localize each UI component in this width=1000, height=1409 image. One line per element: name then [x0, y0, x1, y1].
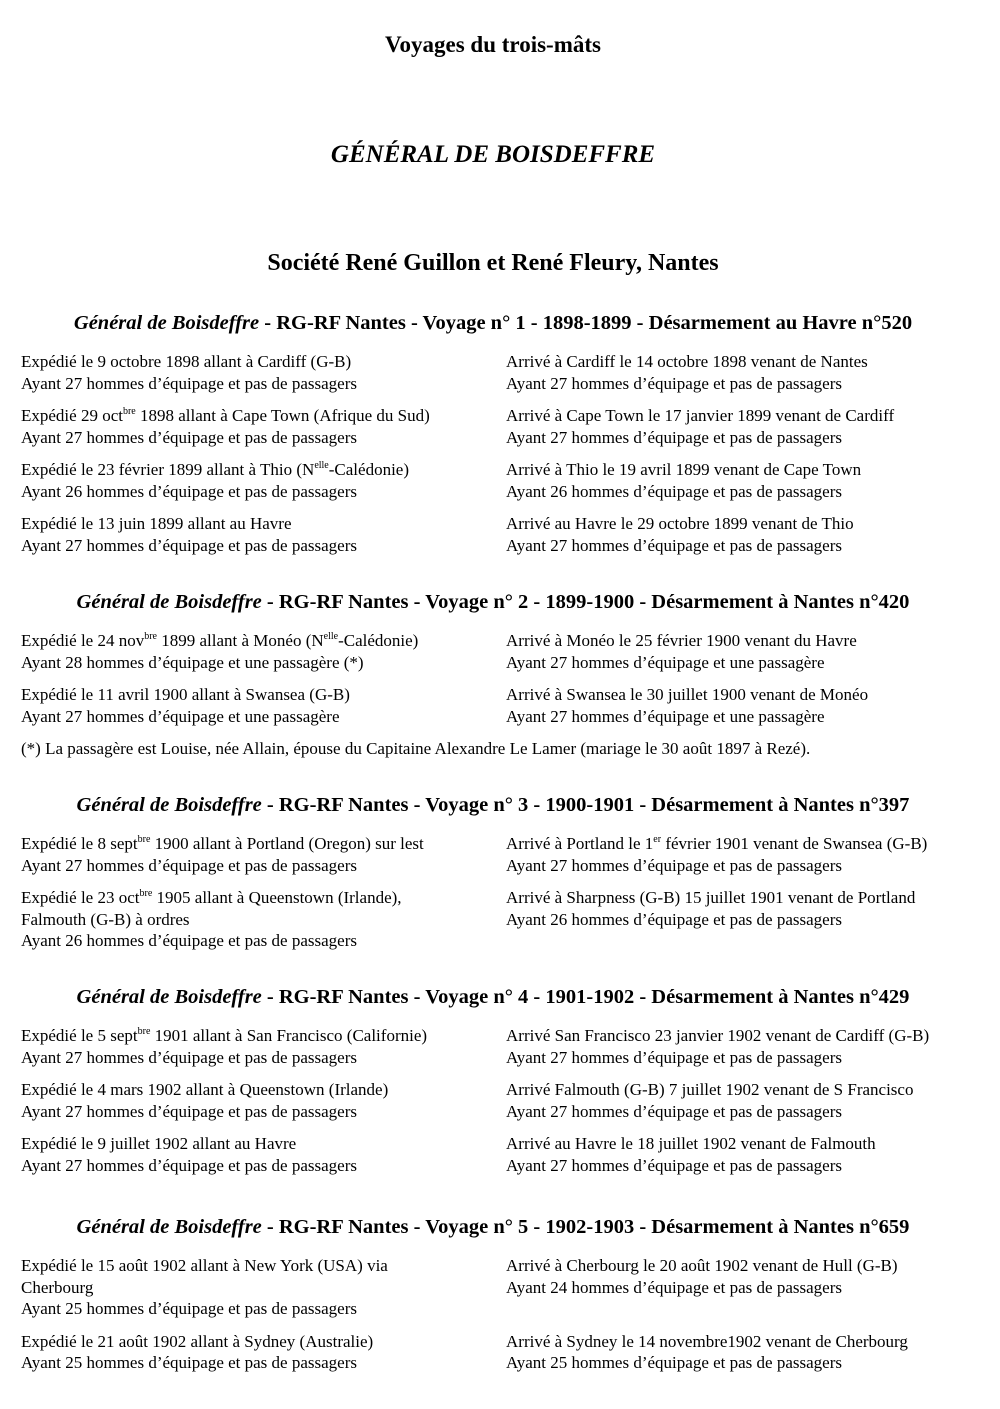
departure-line: Expédié le 21 août 1902 allant à Sydney (Australie): [21, 1331, 374, 1351]
voyage-heading-text: - RG-RF Nantes - Voyage n° 3 - 1900-1901 - Désarmement à Nantes n°397: [261, 794, 910, 816]
crew-line: Ayant 27 hommes d’équipage et pas de passagers: [506, 855, 842, 875]
entry-row: [0, 405, 1000, 448]
arrival-entry: [506, 1331, 964, 1374]
crew-line: Ayant 25 hommes d’équipage et pas de passagers: [21, 1353, 357, 1372]
departure-line: Expédié le 5 sept$^{bre}$ 1901 allant à San Francisco (Californie): [21, 1026, 428, 1045]
departure-line: Expédié le 9 octobre 1898 allant à Cardiff (G-B): [21, 352, 352, 371]
crew-line: Ayant 27 hommes d’équipage et pas de passagers: [21, 373, 357, 393]
crew-line: Ayant 26 hommes d’équipage et pas de passagers: [506, 481, 842, 501]
arrival-line: Arrivé Falmouth (G-B) 7 juillet 1902 venant de S Francisco: [506, 1080, 914, 1099]
departure-entry: [21, 1133, 491, 1176]
crew-line: Ayant 27 hommes d’équipage et pas de passagers: [21, 535, 357, 555]
arrival-line: Arrivé à Sharpness (G-B) 15 juillet 1901 venant de Portland: [506, 888, 916, 907]
voyage-heading-text: - RG-RF Nantes - Voyage n° 5 - 1902-1903 - Désarmement à Nantes n°659: [261, 1216, 910, 1238]
ship-name: GÉNÉRAL DE BOISDEFFRE: [330, 141, 656, 168]
entry-row: [0, 1025, 1000, 1068]
crew-line: Ayant 25 hommes d’équipage et pas de passagers: [21, 1299, 357, 1318]
arrival-entry: [506, 351, 964, 394]
departure-line: Expédié le 24 nov$^{bre}$ 1899 allant à Monéo $(N^{elle}-Calédonie)$: [21, 631, 419, 650]
departure-entry: [21, 684, 491, 727]
arrival-line: Arrivé à Cherbourg le 20 août 1902 venant de Hull (G-B): [506, 1256, 898, 1275]
crew-line: Ayant 27 hommes d’équipage et pas de passagers: [21, 855, 357, 875]
arrival-line: Arrivé à Swansea le 30 juillet 1900 venant de Monéo: [506, 685, 869, 704]
departure-entry: [21, 1079, 491, 1122]
crew-line: Ayant 27 hommes d’équipage et une passagère: [21, 706, 340, 726]
departure-line: Expédié le 23 oct$^{bre}$ 1905 allant à Queenstown (Irlande),: [21, 888, 402, 907]
arrival-line: Arrivé San Francisco 23 janvier 1902 venant de Cardiff (G-B): [506, 1026, 930, 1045]
arrival-entry: [506, 459, 964, 502]
ship-name-italic: Général de Boisdeffre: [76, 794, 262, 816]
crew-line: Ayant 27 hommes d’équipage et pas de passagers: [506, 1047, 842, 1067]
crew-line: Ayant 27 hommes d’équipage et pas de passagers: [506, 535, 842, 555]
departure-line: Expédié le 13 juin 1899 allant au Havre: [21, 514, 292, 533]
crew-line: Ayant 27 hommes d’équipage et pas de passagers: [21, 427, 357, 447]
arrival-line: Arrivé à Thio le 19 avril 1899 venant de Cape Town: [506, 460, 862, 479]
entry-row: [0, 459, 1000, 502]
crew-line: Ayant 26 hommes d’équipage et pas de passagers: [506, 909, 842, 929]
entry-row: [0, 1255, 1000, 1320]
voyage-heading-text: - RG-RF Nantes - Voyage n° 4 - 1901-1902 - Désarmement à Nantes n°429: [261, 986, 910, 1008]
voyage-heading-text: - RG-RF Nantes - Voyage n° 2 - 1899-1900 - Désarmement à Nantes n°420: [261, 591, 910, 613]
arrival-entry: [506, 405, 964, 448]
departure-entry: [21, 351, 491, 394]
company-name: Société René Guillon et René Fleury, Nantes: [267, 250, 719, 276]
entry-row: [0, 351, 1000, 394]
voyage-section-4: [0, 983, 1000, 1176]
crew-line: Ayant 24 hommes d’équipage et pas de passagers: [506, 1277, 842, 1297]
entry-row: [0, 1133, 1000, 1176]
departure-line: Expédié le 15 août 1902 allant à New York (USA) via: [21, 1256, 388, 1275]
arrival-entry: [506, 684, 964, 727]
voyage-heading: [0, 791, 986, 819]
ship-name-italic: Général de Boisdeffre: [76, 591, 262, 613]
departure-entry: [21, 887, 491, 952]
crew-line: Ayant 27 hommes d’équipage et une passagère: [506, 652, 825, 672]
departure-entry: [21, 833, 491, 876]
entry-row: [0, 833, 1000, 876]
page-title: Voyages du trois-mâts: [385, 32, 601, 57]
arrival-entry: [506, 1133, 964, 1176]
crew-line: Ayant 27 hommes d’équipage et pas de passagers: [21, 1155, 357, 1175]
entry-row: [0, 887, 1000, 952]
crew-line: Ayant 25 hommes d’équipage et pas de passagers: [506, 1353, 842, 1372]
entry-row: [0, 630, 1000, 673]
departure-line-continued: Cherbourg: [21, 1277, 94, 1297]
crew-line: Ayant 27 hommes d’équipage et pas de passagers: [506, 427, 842, 447]
footnote: (*) La passagère est Louise, née Allain, épouse du Capitaine Alexandre Le Lamer (mariage le 30 août 1897 à Rezé).: [21, 739, 811, 758]
voyage-heading: [0, 588, 986, 616]
departure-entry: [21, 1025, 491, 1068]
departure-entry: [21, 1331, 491, 1374]
arrival-entry: [506, 1079, 964, 1122]
voyage-section-5: [0, 1213, 1000, 1374]
entry-row: [0, 1079, 1000, 1122]
voyage-section-2: [0, 588, 1000, 760]
voyage-heading: [0, 983, 986, 1011]
departure-entry: [21, 630, 491, 673]
arrival-line: Arrivé à Cape Town le 17 janvier 1899 venant de Cardiff: [506, 406, 895, 425]
crew-line: Ayant 27 hommes d’équipage et pas de passagers: [506, 373, 842, 393]
ship-name-italic: Général de Boisdeffre: [73, 312, 260, 334]
arrival-entry: [506, 1025, 964, 1068]
crew-line: Ayant 26 hommes d’équipage et pas de passagers: [21, 481, 357, 501]
crew-line: Ayant 28 hommes d’équipage et une passagère (*): [21, 652, 364, 672]
crew-line: Ayant 26 hommes d’équipage et pas de passagers: [21, 931, 357, 950]
crew-line: Ayant 27 hommes d’équipage et pas de passagers: [506, 1155, 842, 1175]
ship-name-italic: Général de Boisdeffre: [76, 986, 262, 1008]
departure-line: Expédié le 9 juillet 1902 allant au Havre: [21, 1134, 297, 1153]
voyage-heading: [0, 309, 986, 337]
voyage-section-3: [0, 791, 1000, 952]
arrival-entry: [506, 513, 964, 556]
departure-line: Expédié le 8 sept$^{bre}$ 1900 allant à Portland (Oregon) sur lest: [21, 834, 424, 853]
crew-line: Ayant 27 hommes d’équipage et pas de passagers: [506, 1101, 842, 1121]
arrival-entry: [506, 630, 964, 673]
departure-line: Expédié le 4 mars 1902 allant à Queenstown (Irlande): [21, 1080, 389, 1099]
arrival-line: Arrivé à Sydney le 14 novembre1902 venant de Cherbourg: [506, 1331, 908, 1351]
crew-line: Ayant 27 hommes d’équipage et pas de passagers: [21, 1101, 357, 1121]
departure-line-continued: Falmouth (G-B) à ordres: [21, 909, 190, 929]
crew-line: Ayant 27 hommes d’équipage et une passagère: [506, 706, 825, 726]
voyage-heading: [0, 1213, 986, 1241]
crew-line: Ayant 27 hommes d’équipage et pas de passagers: [21, 1047, 357, 1067]
arrival-line: Arrivé à Portland le 1er février 1901 venant de Swansea (G-B): [506, 834, 928, 853]
ship-name-italic: Général de Boisdeffre: [76, 1216, 262, 1238]
arrival-line: Arrivé à Monéo le 25 février 1900 venant du Havre: [506, 631, 857, 650]
entry-row: [0, 684, 1000, 727]
departure-entry: [21, 513, 491, 556]
voyage-heading-text: - RG-RF Nantes - Voyage n° 1 - 1898-1899 - Désarmement au Havre n°520: [259, 312, 913, 334]
entry-row: [0, 1331, 1000, 1374]
departure-line: Expédié le 23 février 1899 allant à Thio $(N^{elle}-Calédonie)$: [21, 460, 409, 479]
voyage-section-1: [0, 309, 1000, 556]
arrival-entry: [506, 1255, 964, 1320]
departure-line: Expédié 29 oct$^{bre}$ 1898 allant à Cape Town (Afrique du Sud): [21, 406, 430, 425]
arrival-line: Arrivé au Havre le 18 juillet 1902 venant de Falmouth: [506, 1134, 876, 1153]
entry-row: [0, 513, 1000, 556]
arrival-line: Arrivé au Havre le 29 octobre 1899 venant de Thio: [506, 514, 854, 533]
departure-entry: [21, 459, 491, 502]
departure-line: Expédié le 11 avril 1900 allant à Swansea (G-B): [21, 685, 350, 704]
arrival-entry: [506, 833, 964, 876]
departure-entry: [21, 405, 491, 448]
arrival-entry: [506, 887, 964, 952]
arrival-line: Arrivé à Cardiff le 14 octobre 1898 venant de Nantes: [506, 352, 868, 371]
departure-entry: [21, 1255, 491, 1320]
